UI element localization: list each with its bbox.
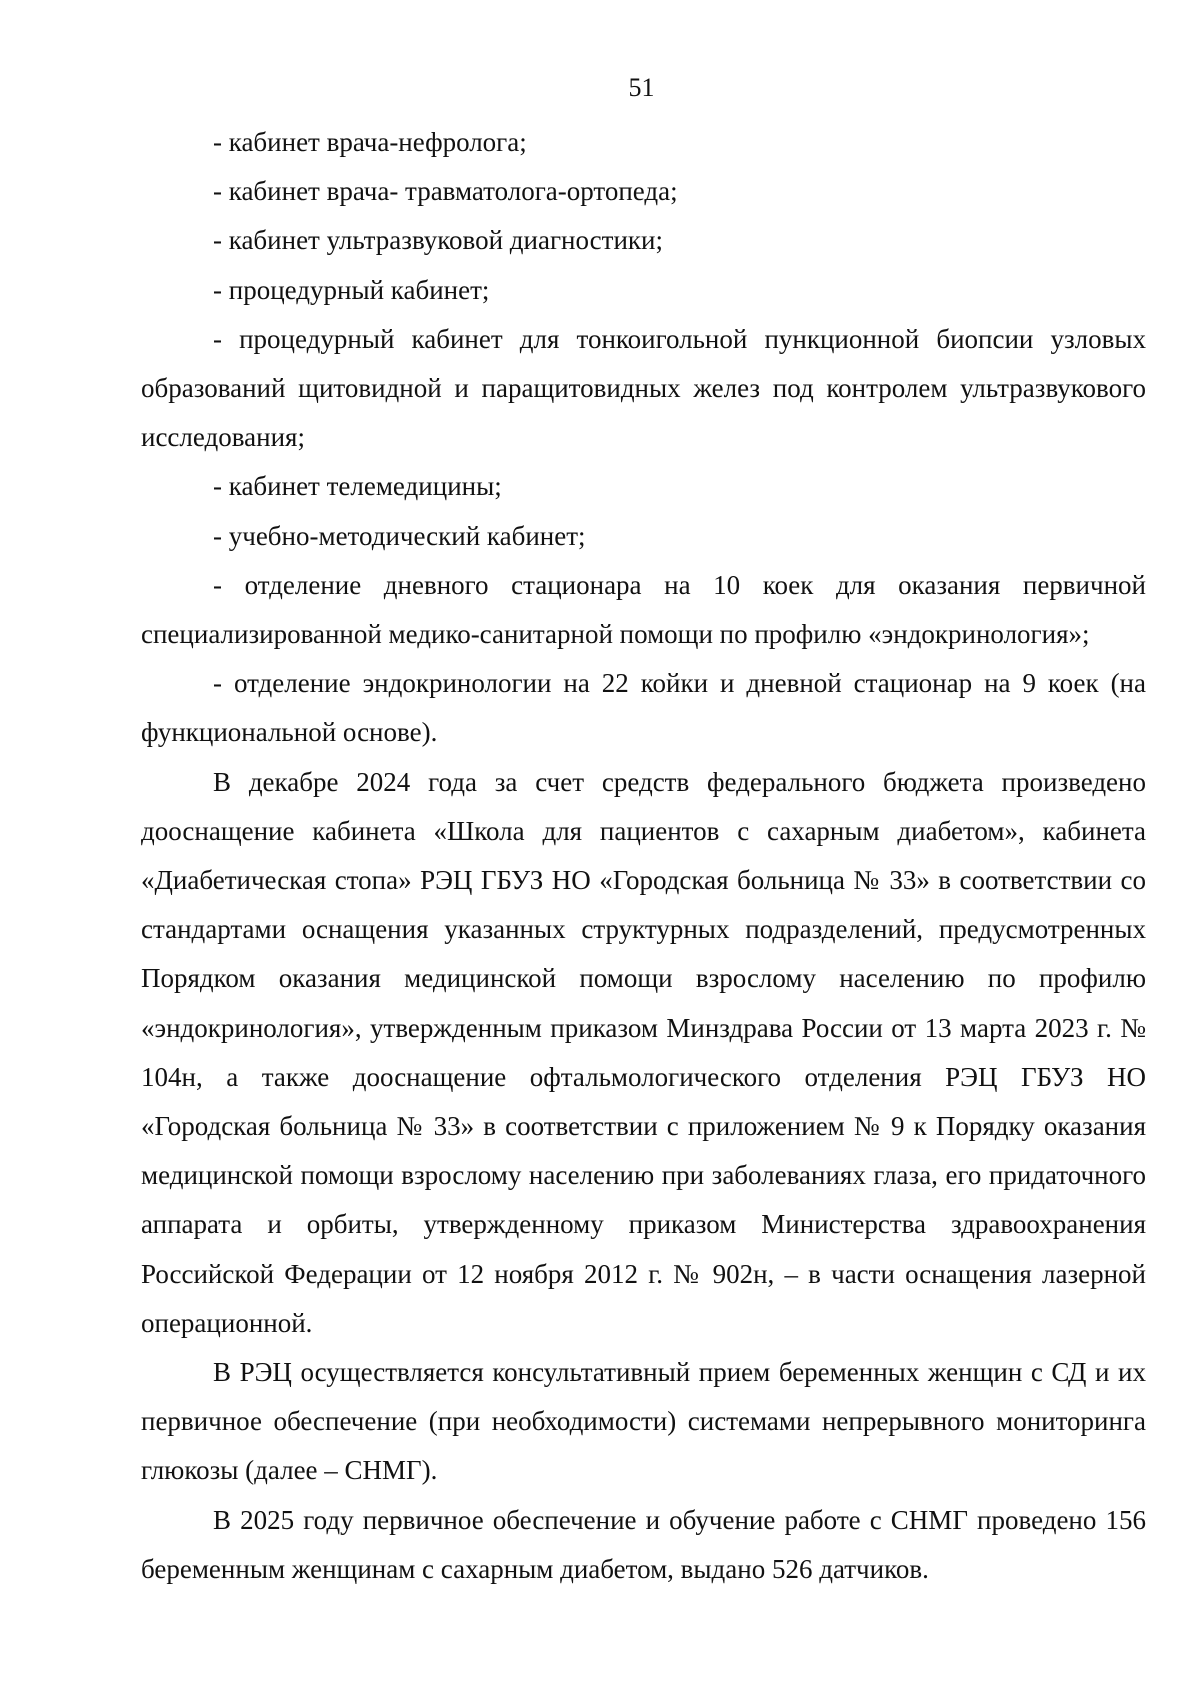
list-item-biopsy-room: - процедурный кабинет для тонкоигольной пункционной биопсии узловых образований щитовидной и паращитовидных желез под контролем ультразвукового исследования; bbox=[141, 323, 1146, 453]
list-item-day-hospital: - отделение дневного стационара на 10 коек для оказания первичной специализированной медико-санитарной помощи по профилю «эндокринология»; bbox=[141, 569, 1146, 650]
paragraph-cgm-2025: В 2025 году первичное обеспечение и обучение работе с СНМГ проведено 156 беременным женщинам с сахарным диабетом, выдано 526 датчиков. bbox=[141, 1504, 1146, 1584]
body-text bbox=[141, 118, 1146, 1594]
paragraph-equipment-2024: В декабре 2024 года за счет средств федерального бюджета произведено дооснащение кабинета «Школа для пациентов с сахарным диабетом», кабинета «Диабетическая стопа» РЭЦ ГБУЗ НО «Городская больница № 33» в соответствии со стандартами оснащения указанных структурных подразделений, предусмотренных Порядком оказания медицинской помощи взрослому населению по профилю «эндокринология», утвержденным приказом Минздрава России от 13 марта 2023 г. № 104н, а также дооснащение офтальмологического отделения РЭЦ ГБУЗ НО «Городская больница № 33» в соответствии с приложением № 9 к Порядку оказания медицинской помощи взрослому населению при заболеваниях глаза, его придаточного аппарата и орбиты, утвержденному приказом Министерства здравоохранения Российской Федерации от 12 ноября 2012 г. № 902н, – в части оснащения лазерной операционной. bbox=[141, 766, 1146, 1338]
list-item-telemedicine-office: - кабинет телемедицины; bbox=[213, 471, 502, 502]
list-item-nephrology-office: - кабинет врача-нефролога; bbox=[213, 127, 527, 157]
page-number: 51 bbox=[628, 73, 655, 102]
paragraph-pregnant-consultation: В РЭЦ осуществляется консультативный прием беременных женщин с СД и их первичное обеспечение (при необходимости) системами непрерывного мониторинга глюкозы (далее – СНМГ). bbox=[141, 1357, 1146, 1486]
list-item-procedure-room: - процедурный кабинет; bbox=[213, 274, 490, 305]
list-item-endocrinology-department: - отделение эндокринологии на 22 койки и дневной стационар на 9 коек (на функциональной основе). bbox=[141, 668, 1146, 748]
list-item-ultrasound-office: - кабинет ультразвуковой диагностики; bbox=[213, 225, 663, 256]
list-item-training-office: - учебно-методический кабинет; bbox=[213, 520, 586, 551]
list-item-traumatology-office: - кабинет врача- травматолога-ортопеда; bbox=[213, 176, 678, 207]
